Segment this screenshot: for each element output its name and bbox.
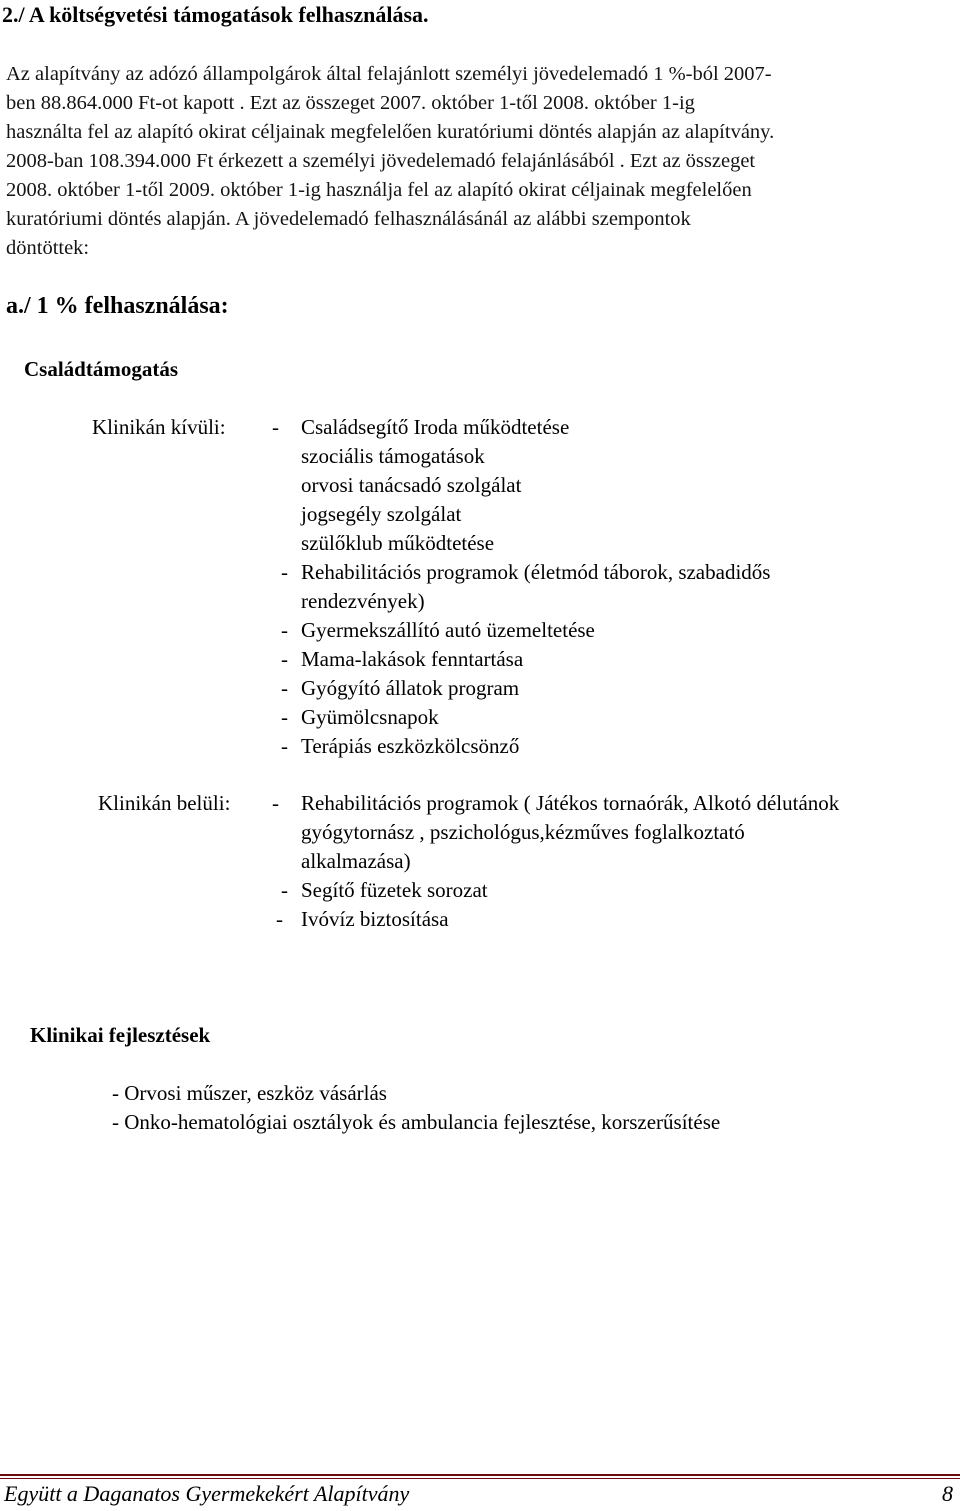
list-item: Terápiás eszközkölcsönző [301, 734, 520, 758]
list-item: Gyógyító állatok program [301, 676, 520, 700]
intro-paragraph [6, 60, 956, 263]
list-item-continuation: alkalmazása) [301, 849, 411, 873]
list-item: - Orvosi műszer, eszköz vásárlás [112, 1081, 387, 1105]
list-item: Rehabilitációs programok (életmód táborok, szabadidős [301, 560, 771, 584]
section-heading: 2./ A költségvetési támogatások felhasználása. [2, 2, 429, 27]
list-item: Rehabilitációs programok ( Játékos tornaórák, Alkotó délutánok [301, 791, 840, 815]
footer-organization: Együtt a Daganatos Gyermekekért Alapítvány [4, 1481, 410, 1506]
outside-clinic-label: Klinikán kívüli: [92, 415, 226, 439]
intro-line: 2008-ban 108.394.000 Ft érkezett a személyi jövedelemadó felajánlásából . Ezt az összeget [6, 150, 756, 172]
family-support-title: Családtámogatás [24, 357, 179, 381]
list-item: szülőklub működtetése [301, 531, 495, 555]
list-dash: - [281, 560, 288, 584]
list-item: Segítő füzetek sorozat [301, 878, 488, 902]
list-item: Családsegítő Iroda működtetése [301, 415, 570, 439]
list-dash: - [281, 676, 288, 700]
inside-clinic-label: Klinikán belüli: [98, 791, 231, 815]
footer-rule [0, 1474, 960, 1476]
footer-rule-thin [0, 1478, 960, 1479]
list-dash: - [281, 647, 288, 671]
list-dash: - [281, 705, 288, 729]
intro-line: 2008. október 1-től 2009. október 1-ig használja fel az alapító okirat céljainak megfelelően [6, 179, 752, 201]
list-item-continuation: gyógytornász , pszichológus,kézműves foglalkoztató [301, 820, 745, 844]
clinical-development-title: Klinikai fejlesztések [30, 1023, 211, 1047]
list-item: Ivóvíz biztosítása [301, 907, 449, 931]
intro-line: döntöttek: [6, 237, 90, 259]
intro-line: ben 88.864.000 Ft-ot kapott . Ezt az összeget 2007. október 1-től 2008. október 1-ig [6, 92, 695, 114]
list-item: szociális támogatások [301, 444, 485, 468]
intro-line: Az alapítvány az adózó állampolgárok által felajánlott személyi jövedelemadó 1 %-ból 2007- [6, 63, 772, 85]
list-item: Gyümölcsnapok [301, 705, 439, 729]
list-item: - Onko-hematológiai osztályok és ambulancia fejlesztése, korszerűsítése [112, 1110, 721, 1134]
subheading: a./ 1 % felhasználása: [6, 293, 229, 319]
list-dash: - [281, 618, 288, 642]
list-item: Gyermekszállító autó üzemeltetése [301, 618, 595, 642]
list-item: orvosi tanácsadó szolgálat [301, 473, 522, 497]
list-dash: - [276, 907, 283, 931]
list-item: Mama-lakások fenntartása [301, 647, 524, 671]
list-item-continuation: rendezvények) [301, 589, 425, 613]
intro-line: használta fel az alapító okirat céljainak megfelelően kuratóriumi döntés alapján az alapítvány. [6, 121, 775, 143]
list-dash: - [272, 415, 279, 439]
list-dash: - [281, 734, 288, 758]
intro-line: kuratóriumi döntés alapján. A jövedelemadó felhasználásánál az alábbi szempontok [6, 208, 691, 230]
list-dash: - [272, 791, 279, 815]
list-item: jogsegély szolgálat [301, 502, 462, 526]
list-dash: - [281, 878, 288, 902]
footer-page-number: 8 [942, 1481, 953, 1506]
